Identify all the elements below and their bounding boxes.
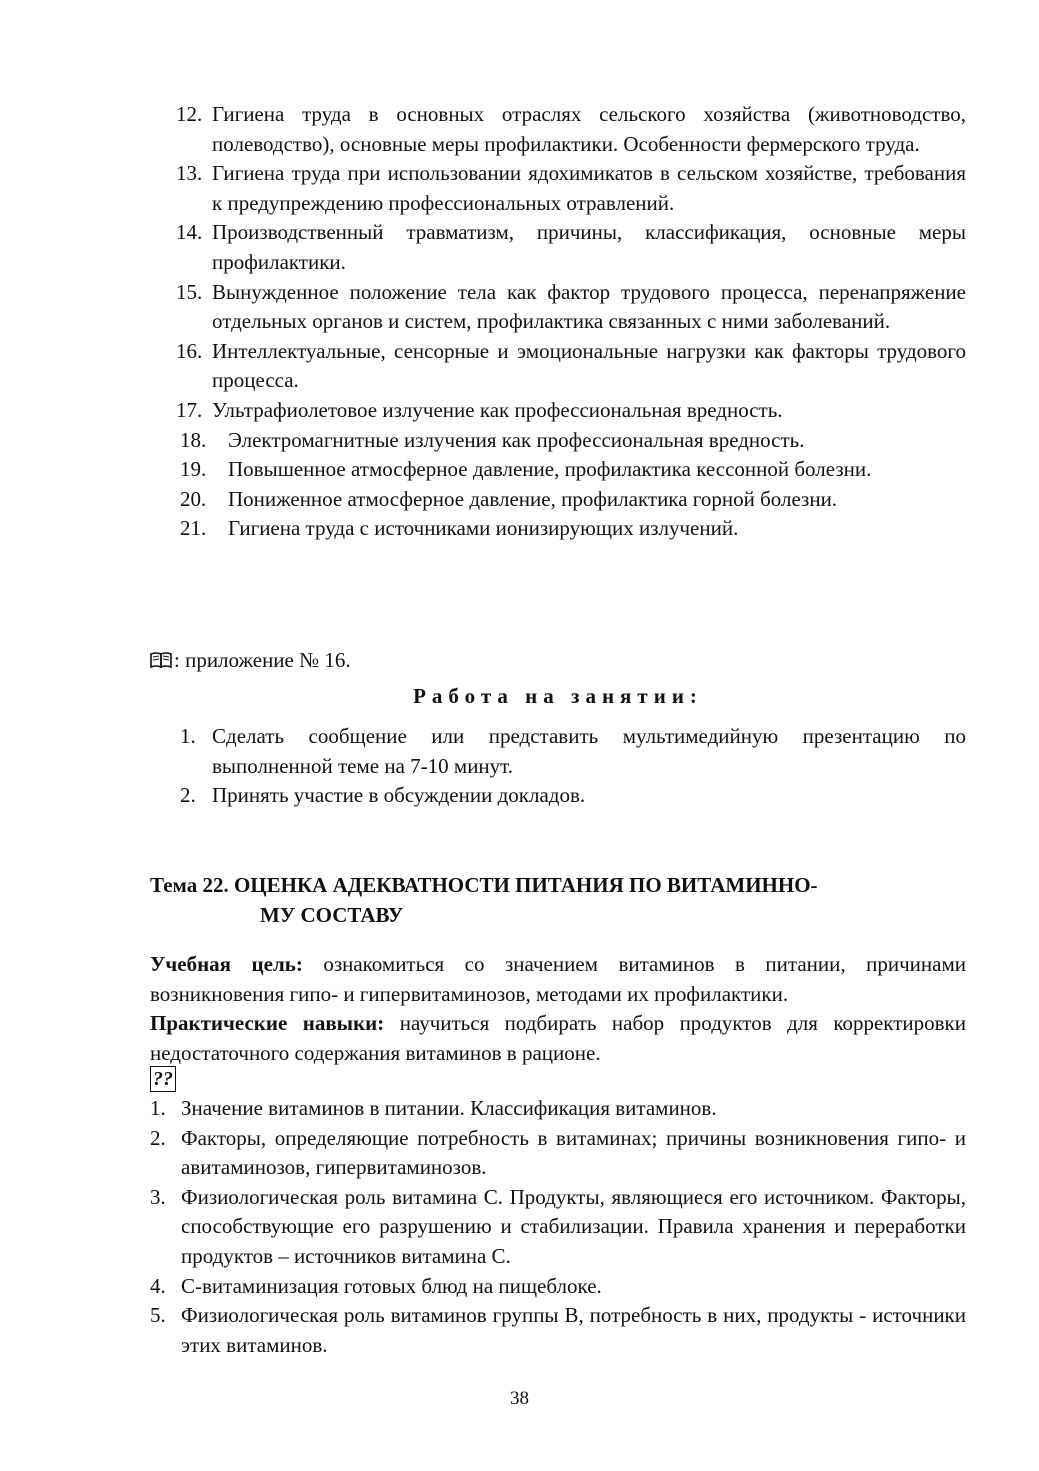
list-item	[150, 1301, 966, 1360]
item-text: Физиологическая роль витаминов группы В, потребность в них, продукты - источники этих витаминов.	[181, 1303, 966, 1357]
list-item	[176, 218, 966, 277]
list-item	[176, 337, 966, 396]
item-number: 14.	[176, 220, 203, 245]
item-number: 1.	[150, 1096, 166, 1120]
topic-question-list	[150, 1094, 966, 1360]
topic-heading-line2: МУ СОСТАВУ	[260, 902, 404, 927]
item-text: Ультрафиолетовое излучение как профессиональная вредность.	[212, 397, 783, 422]
item-number: 1.	[180, 724, 196, 748]
item-number: 19.	[180, 457, 207, 482]
goal-label: Учебная цель:	[150, 952, 303, 976]
list-item	[150, 1124, 966, 1183]
list-item	[176, 159, 966, 218]
goal-text: ознакомиться со значением витаминов в питании, причинами возникновения гипо- и гипервитаминозов, методами их профилактики.	[150, 952, 966, 1006]
reference-text: : приложение № 16.	[174, 648, 351, 672]
list-item	[176, 455, 966, 485]
goal-paragraph	[150, 950, 966, 1009]
list-item	[176, 781, 966, 811]
item-text: Гигиена труда в основных отраслях сельского хозяйства (животноводство, полеводство), основные меры профилактики. Особенности фермерского труда.	[212, 102, 966, 156]
item-text: Повышенное атмосферное давление, профилактика кессонной болезни.	[228, 457, 872, 482]
item-number: 18.	[180, 427, 207, 452]
item-text: Производственный травматизм, причины, классификация, основные меры профилактики.	[212, 220, 966, 274]
list-item	[176, 278, 966, 337]
item-text: Значение витаминов в питании. Классификация витаминов.	[181, 1096, 717, 1120]
item-number: 13.	[176, 161, 203, 186]
item-text: С-витаминизация готовых блюд на пищеблоке.	[181, 1273, 602, 1298]
list-item	[150, 1183, 966, 1272]
skills-text: научиться подбирать набор продуктов для корректировки недостаточного содержания витаминов в рационе.	[150, 1011, 966, 1065]
skills-paragraph	[150, 1009, 966, 1068]
item-number: 12.	[176, 102, 203, 126]
item-text: Гигиена труда с источниками ионизирующих излучений.	[228, 516, 739, 541]
list-item	[176, 722, 966, 781]
item-number: 2.	[180, 783, 196, 808]
page-number: 38	[510, 1388, 529, 1409]
item-number: 2.	[150, 1125, 166, 1150]
list-item	[176, 514, 966, 544]
item-number: 17.	[176, 397, 203, 422]
item-number: 16.	[176, 338, 203, 363]
item-number: 4.	[150, 1273, 166, 1298]
topic-heading-line1: Тема 22. ОЦЕНКА АДЕКВАТНОСТИ ПИТАНИЯ ПО ВИТАМИННО-	[150, 873, 818, 897]
item-text: Физиологическая роль витамина С. Продукты, являющиеся его источником. Факторы, способствующие его разрушению и стабилизации. Правила хранения и переработки продуктов – источников витамина С.	[181, 1184, 966, 1268]
item-text: Факторы, определяющие потребность в витаминах; причины возникновения гипо- и авитаминозов, гипервитаминозов.	[181, 1125, 966, 1180]
item-text: Пониженное атмосферное давление, профилактика горной болезни.	[228, 486, 838, 511]
item-number: 3.	[150, 1184, 166, 1209]
questions-icon: ??	[150, 1066, 176, 1092]
list-item	[176, 426, 966, 456]
list-item	[176, 485, 966, 515]
item-number: 21.	[180, 516, 207, 541]
item-text: Электромагнитные излучения как профессиональная вредность.	[228, 427, 805, 452]
section-title-work: Работа на занятии:	[413, 684, 703, 708]
item-text: Сделать сообщение или представить мультимедийную презентацию по выполненной теме на 7-10 минут.	[212, 724, 966, 778]
item-text: Гигиена труда при использовании ядохимикатов в сельском хозяйстве, требования к предупреждению профессиональных отравлений.	[212, 161, 966, 215]
list-item	[150, 1094, 966, 1124]
literature-reference	[150, 646, 650, 676]
topic-heading	[150, 871, 966, 930]
item-number: 5.	[150, 1303, 166, 1328]
list-item	[150, 1272, 966, 1302]
skills-label: Практические навыки:	[150, 1011, 385, 1036]
book-icon	[150, 651, 172, 669]
item-text: Вынужденное положение тела как фактор трудового процесса, перенапряжение отдельных органов и систем, профилактика связанных с ними заболеваний.	[212, 279, 966, 334]
question-list-continued	[176, 100, 966, 544]
work-task-list	[176, 722, 966, 811]
item-number: 20.	[180, 486, 207, 511]
item-number: 15.	[176, 279, 203, 304]
item-text: Принять участие в обсуждении докладов.	[212, 783, 586, 808]
item-text: Интеллектуальные, сенсорные и эмоциональные нагрузки как факторы трудового процесса.	[212, 338, 966, 393]
learning-goals	[150, 950, 966, 1068]
list-item	[176, 100, 966, 159]
list-item	[176, 396, 966, 426]
